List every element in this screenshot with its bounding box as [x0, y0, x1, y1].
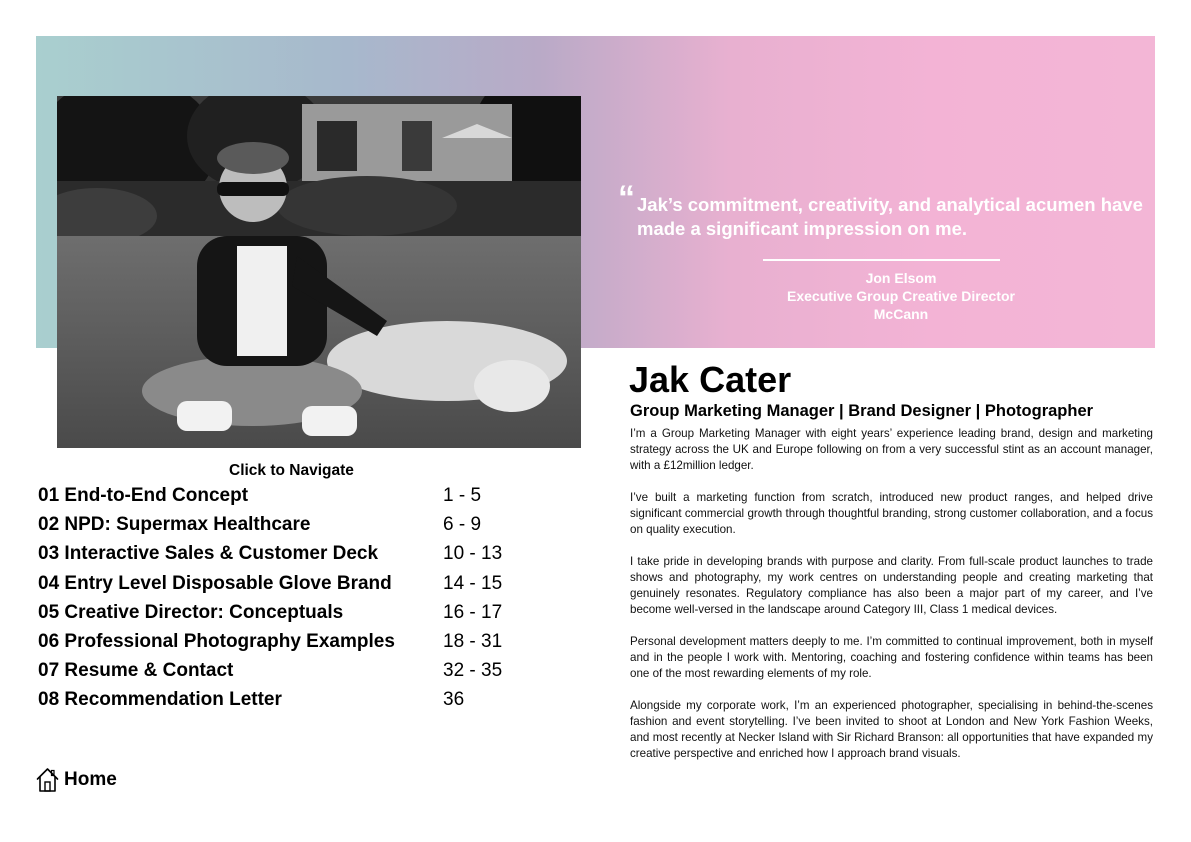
author-name: Jon Elsom — [865, 270, 937, 286]
toc-item-photography[interactable] — [38, 630, 558, 659]
toc-item-resume-contact[interactable] — [38, 659, 558, 688]
house-icon — [36, 767, 59, 793]
toc-item-interactive-sales-deck[interactable] — [38, 542, 558, 571]
toc-item-npd-supermax[interactable] — [38, 513, 558, 542]
toc-item-label: 03 Interactive Sales & Customer Deck — [38, 543, 379, 565]
bio-paragraph: Personal development matters deeply to me. I’m committed to continual improvement, both in myself and in the people I work with. Mentoring, coaching and fostering confidence within teams has been one of the most rewarding elements of my role. — [630, 635, 1153, 680]
toc-item-label: 04 Entry Level Disposable Glove Brand — [38, 572, 392, 594]
profile-bio — [630, 426, 1153, 778]
toc-item-pages: 18 - 31 — [443, 630, 503, 652]
toc-item-label: 08 Recommendation Letter — [38, 689, 282, 711]
testimonial-divider — [763, 259, 1000, 261]
toc-item-label: 07 Resume & Contact — [38, 660, 234, 682]
home-link[interactable] — [36, 766, 117, 794]
toc-item-pages: 16 - 17 — [443, 601, 503, 623]
navigation-title: Click to Navigate — [229, 462, 354, 479]
toc-item-label: 05 Creative Director: Conceptuals — [38, 601, 344, 623]
profile-photo-illustration — [57, 96, 581, 448]
profile-roles: Group Marketing Manager | Brand Designer | Photographer — [630, 402, 1094, 420]
toc-item-recommendation-letter[interactable] — [38, 688, 558, 717]
bio-paragraph: I’ve built a marketing function from scratch, introduced new product ranges, and helped drive significant commercial growth through thoughtful branding, strong customer collaboration, and a focus on quality execution. — [630, 491, 1153, 536]
toc-item-pages: 14 - 15 — [443, 572, 503, 594]
toc-item-end-to-end-concept[interactable] — [38, 484, 558, 513]
toc-item-label: 06 Professional Photography Examples — [38, 630, 395, 652]
toc-item-pages: 36 — [443, 689, 465, 711]
bio-paragraph: I take pride in developing brands with purpose and clarity. From full-scale product launches to trade shows and photography, my work centres on understanding people and creating marketing that genuinely resonates. Regulatory compliance has also been a major part of my career, and I’ve become well-versed in the landscape around Category III, Class 1 medical devices. — [630, 555, 1153, 616]
toc-item-pages: 10 - 13 — [443, 543, 503, 565]
profile-photo — [57, 96, 581, 448]
testimonial-author — [736, 269, 1066, 323]
toc-item-glove-brand[interactable] — [38, 572, 558, 601]
bio-paragraph: Alongside my corporate work, I’m an experienced photographer, specialising in behind-the-scenes fashion and event storytelling. I’ve been invited to shoot at London and New York Fashion Weeks, and most recently at Necker Island with Sir Richard Branson: all opportunities that have expanded my creative perspective and enriched how I approach brand visuals. — [630, 699, 1153, 760]
toc-item-label: 01 End-to-End Concept — [38, 485, 249, 506]
toc-item-creative-director[interactable] — [38, 601, 558, 630]
testimonial-text: Jak’s commitment, creativity, and analytical acumen have made a significant impression on me. — [637, 194, 1143, 239]
toc-item-pages: 6 - 9 — [443, 514, 482, 536]
bio-paragraph: I’m a Group Marketing Manager with eight years’ experience leading brand, design and marketing strategy across the UK and Europe following on from a very successful stint as an account manager, with a £12million ledger. — [630, 427, 1153, 472]
toc-item-pages: 1 - 5 — [443, 485, 482, 506]
toc-item-label: 02 NPD: Supermax Healthcare — [38, 514, 311, 536]
profile-name: Jak Cater — [629, 359, 792, 400]
toc-item-pages: 32 - 35 — [443, 660, 503, 682]
quote-mark: “ — [618, 179, 635, 217]
home-label: Home — [64, 769, 117, 790]
table-of-contents — [38, 484, 558, 718]
author-title: Executive Group Creative Director — [787, 288, 1015, 304]
author-company: McCann — [873, 306, 929, 322]
